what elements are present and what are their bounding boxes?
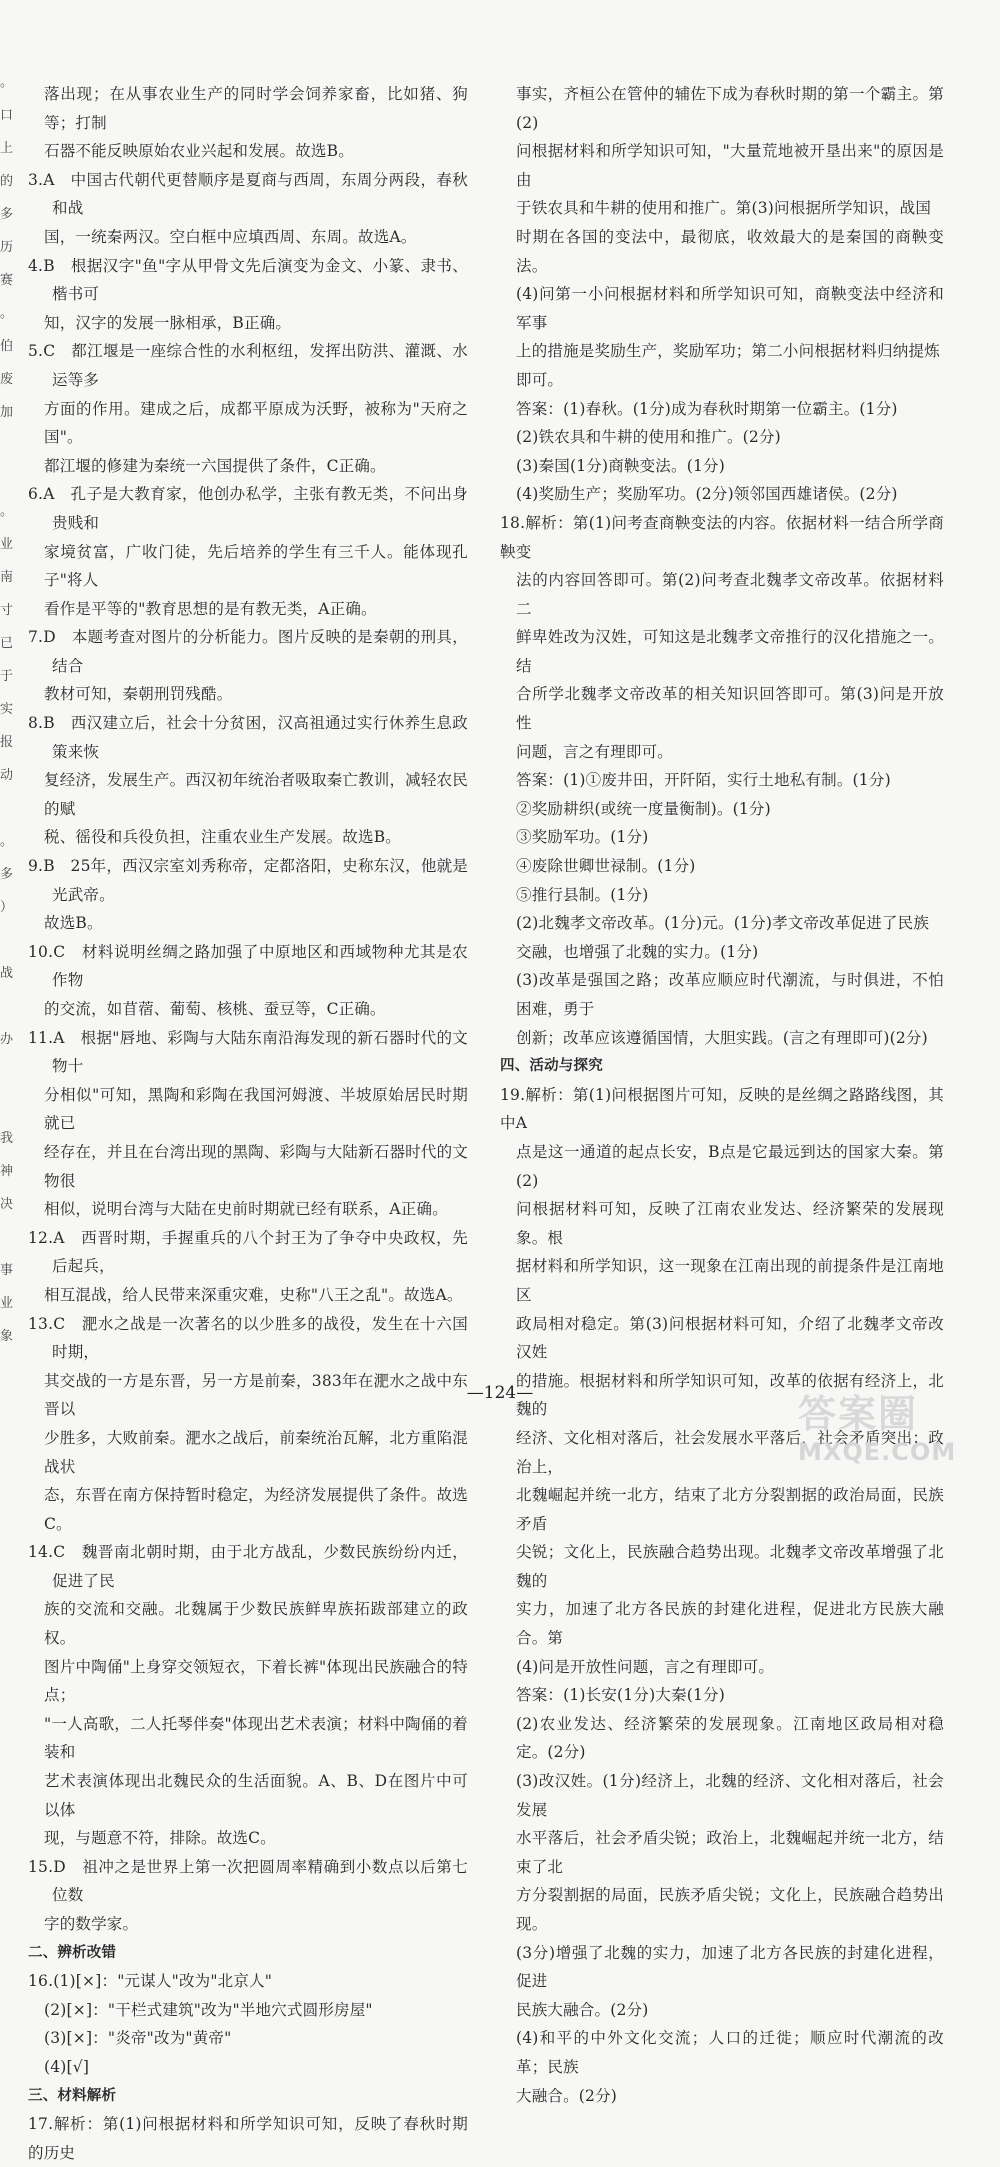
margin-fragment: 南 — [0, 570, 14, 585]
right-column-line: 方分裂割据的局面，民族矛盾尖锐；文化上，民族融合趋势出现。 — [516, 1886, 944, 1933]
left-column-line: 11.A 根据"唇地、彩陶与大陆东南沿海发现的新石器时代的文物十 — [28, 1028, 468, 1076]
binding-margin-fragments — [0, 70, 22, 1357]
right-column-line: ③奖励军功。(1分) — [516, 828, 649, 847]
left-column-line: 分相似"可知，黑陶和彩陶在我国河姆渡、半坡原始居民时期就已 — [44, 1085, 468, 1133]
margin-fragment: 伯 — [0, 339, 14, 354]
left-column-line: 13.C 淝水之战是一次著名的以少胜多的战役，发生在十六国时期， — [28, 1314, 468, 1362]
margin-fragment: 业 — [0, 1296, 14, 1311]
left-column-line: "一人高歌，二人托琴伴奏"体现出艺术表演；材料中陶俑的着装和 — [44, 1714, 468, 1762]
left-column-line: 8.B 西汉建立后，社会十分贫困，汉高祖通过实行休养生息政策来恢 — [28, 714, 468, 761]
right-column-line: 19.解析：第(1)问根据图片可知，反映的是丝绸之路路线图，其中A — [500, 1085, 944, 1133]
margin-fragment: 于 — [0, 669, 14, 684]
left-column-line: 国，一统秦两汉。空白框中应填西周、东周。故选A。 — [44, 227, 417, 246]
margin-fragment: 象 — [0, 1329, 14, 1344]
left-column-line: 现，与题意不符，排除。故选C。 — [44, 1829, 276, 1848]
right-column-line: 答案：(1)①废井田，开阡陌，实行土地私有制。(1分) — [516, 771, 891, 790]
right-column-line: ④废除世卿世禄制。(1分) — [516, 857, 696, 876]
right-column-line: 据材料和所学知识，这一现象在江南出现的前提条件是江南地区 — [516, 1257, 944, 1304]
left-column-line: 6.A 孔子是大教育家，他创办私学，主张有教无类，不问出身贵贱和 — [28, 485, 468, 532]
margin-fragment: 决 — [0, 1197, 14, 1212]
right-column-line: 民族大融合。(2分) — [516, 2000, 649, 2019]
margin-fragment — [0, 796, 22, 829]
margin-fragment: 多 — [0, 207, 14, 222]
right-column-line: (3)改汉姓。(1分)经济上，北魏的经济、文化相对落后，社会发展 — [516, 1772, 944, 1819]
right-column-line: 尖锐；文化上，民族融合趋势出现。北魏孝文帝改革增强了北魏的 — [516, 1543, 944, 1590]
right-column-line: (4)和平的中外文化交流；人口的迁徙；顺应时代潮流的改革；民族 — [516, 2029, 944, 2076]
left-column-line: 7.D 本题考查对图片的分析能力。图片反映的是秦朝的刑具，结合 — [28, 628, 468, 675]
right-column-line: 问根据材料可知，反映了江南农业发达、经济繁荣的发展现象。根 — [516, 1200, 944, 1247]
left-column-line: (4)[√] — [44, 2057, 90, 2076]
left-column-line: 14.C 魏晋南北朝时期，由于北方战乱，少数民族纷纷内迁，促进了民 — [28, 1543, 468, 1590]
margin-fragment: 寸 — [0, 603, 14, 618]
watermark-logo — [798, 1383, 988, 1466]
right-column-line: 即可。 — [516, 370, 564, 389]
margin-fragment: 实 — [0, 702, 14, 717]
right-column-line: (4)问是开放性问题，言之有理即可。 — [516, 1657, 775, 1676]
right-column-line: 上的措施是奖励生产，奖励军功；第二小问根据材料归纳提炼 — [516, 342, 940, 361]
left-column-line: 态，东晋在南方保持暂时稳定，为经济发展提供了条件。故选C。 — [44, 1486, 468, 1533]
margin-fragment: 报 — [0, 735, 14, 750]
left-column-line: 落出现；在从事农业生产的同时学会饲养家畜，比如猪、狗等；打制 — [44, 85, 468, 132]
left-column-line: 4.B 根据汉字"鱼"字从甲骨文先后演变为金文、小篆、隶书、楷书可 — [28, 256, 468, 304]
right-column-line: ⑤推行县制。(1分) — [516, 885, 649, 904]
right-column-line: (4)奖励生产；奖励军功。(2分)领邻国西雄诸侯。(2分) — [516, 485, 898, 504]
margin-fragment: 。 — [0, 75, 14, 90]
right-column-line: (3)秦国(1分)商鞅变法。(1分) — [516, 456, 725, 475]
right-column-line: 时期在各国的变法中，最彻底，收效最大的是秦国的商鞅变法。 — [516, 227, 944, 275]
page-number: —124— — [466, 1383, 534, 1403]
right-column-line: (2)北魏孝文帝改革。(1分)元。(1分)孝文帝改革促进了民族 — [516, 914, 930, 933]
right-column-line: 交融，也增强了北魏的实力。(1分) — [516, 942, 759, 961]
right-column-line: 经济、文化相对落后，社会发展水平落后，社会矛盾突出；政治上， — [516, 1428, 944, 1476]
left-column-line: (2)[×]："干栏式建筑"改为"半地穴式圆形房屋" — [44, 2000, 373, 2019]
margin-fragment — [0, 994, 22, 1027]
margin-fragment: 事 — [0, 1263, 14, 1278]
right-column-line: (2)农业发达、经济繁荣的发展现象。江南地区政局相对稳定。(2分) — [516, 1714, 944, 1762]
right-column-line: 问题，言之有理即可。 — [516, 742, 674, 761]
margin-fragment: 已 — [0, 636, 14, 651]
left-column-line: 经存在，并且在台湾出现的黑陶、彩陶与大陆新石器时代的文物很 — [44, 1142, 468, 1190]
left-column-line: 10.C 材料说明丝绸之路加强了中原地区和西域物种尤其是农作物 — [28, 942, 468, 990]
left-column-line: 16.(1)[×]："元谋人"改为"北京人" — [28, 1972, 273, 1991]
margin-fragment: 赛 — [0, 273, 14, 288]
margin-fragment: 口 — [0, 108, 14, 123]
left-column-line: 复经济，发展生产。西汉初年统治者吸取秦亡教训，减轻农民的赋 — [44, 771, 468, 818]
margin-fragment: 业 — [0, 537, 14, 552]
right-column-line: (3分)增强了北魏的实力，加速了北方各民族的封建化进程，促进 — [516, 1943, 944, 1991]
right-column-line: 水平落后，社会矛盾尖锐；政治上，北魏崛起并统一北方，结束了北 — [516, 1829, 944, 1876]
right-column-line: 18.解析：第(1)问考查商鞅变法的内容。依据材料一结合所学商鞅变 — [500, 513, 944, 561]
margin-fragment: 。 — [0, 834, 14, 849]
right-column-line: 实力，加速了北方各民族的封建化进程，促进北方民族大融合。第 — [516, 1600, 944, 1648]
watermark-en: MXQE.COM — [798, 1438, 957, 1466]
margin-fragment: 加 — [0, 405, 14, 420]
right-column-line: 大融合。(2分) — [516, 2086, 618, 2105]
right-column-line: 法的内容回答即可。第(2)问考查北魏孝文帝改革。依据材料二 — [516, 571, 944, 618]
left-column-line: 族的交流和交融。北魏属于少数民族鲜卑族拓跋部建立的政权。 — [44, 1600, 468, 1648]
left-column-line: 方面的作用。建成之后，成都平原成为沃野，被称为"天府之国"。 — [44, 399, 468, 447]
margin-fragment — [0, 1060, 22, 1093]
right-column-line: (3)改革是强国之路；改革应顺应时代潮流，与时俱进，不怕困难，勇于 — [516, 971, 944, 1018]
margin-fragment — [0, 1093, 22, 1126]
left-column-line: 相互混战，给人民带来深重灾难，史称"八王之乱"。故选A。 — [44, 1285, 463, 1304]
right-column-line: 答案：(1)长安(1分)大秦(1分) — [516, 1686, 725, 1705]
left-column-line: 看作是平等的"教育思想的是有教无类，A正确。 — [44, 599, 377, 618]
left-column-line: 17.解析：第(1)问根据材料和所学知识可知，反映了春秋时期的历史 — [28, 2115, 468, 2162]
margin-fragment: 。 — [0, 504, 14, 519]
right-column-line: 创新；改革应该遵循国情，大胆实践。(言之有理即可)(2分) — [516, 1028, 928, 1047]
left-column-line: 故选B。 — [44, 914, 103, 933]
left-column-line: 知，汉字的发展一脉相承，B正确。 — [44, 313, 292, 332]
margin-fragment: 上 — [0, 141, 14, 156]
right-column-line: 鲜卑姓改为汉姓，可知这是北魏孝文帝推行的汉化措施之一。结 — [516, 628, 944, 675]
left-column-line: 15.D 祖冲之是世界上第一次把圆周率精确到小数点以后第七位数 — [28, 1857, 468, 1905]
left-column-line: 石器不能反映原始农业兴起和发展。故选B。 — [44, 142, 354, 161]
right-column-line: 的措施。根据材料和所学知识可知，改革的依据有经济上，北魏的 — [516, 1371, 944, 1419]
right-column — [500, 80, 944, 2110]
margin-fragment: 的 — [0, 174, 14, 189]
left-column-line: 二、辨析改错 — [28, 1944, 117, 1961]
right-column-line: 合所学北魏孝文帝改革的相关知识回答即可。第(3)问是开放性 — [516, 685, 944, 733]
margin-fragment: ） — [0, 900, 14, 915]
margin-fragment: 历 — [0, 240, 14, 255]
left-column-line: (3)[×]："炎帝"改为"黄帝" — [44, 2029, 232, 2048]
right-column-line: 北魏崛起并统一北方，结束了北方分裂割据的政治局面，民族矛盾 — [516, 1486, 944, 1533]
margin-fragment — [0, 928, 22, 961]
left-column — [28, 80, 468, 2167]
margin-fragment: 办 — [0, 1032, 14, 1047]
left-column-line: 其交战的一方是东晋，另一方是前秦，383年在淝水之战中东晋以 — [44, 1371, 468, 1419]
margin-fragment: 战 — [0, 966, 14, 981]
left-column-line: 5.C 都江堰是一座综合性的水利枢纽，发挥出防洪、灌溉、水运等多 — [28, 342, 468, 389]
margin-fragment: 神 — [0, 1164, 14, 1179]
margin-fragment — [0, 1225, 22, 1258]
left-column-line: 教材可知，秦朝刑罚残酷。 — [44, 685, 233, 704]
right-column-line: (2)铁农具和牛耕的使用和推广。(2分) — [516, 428, 781, 447]
right-column-line: 于铁农具和牛耕的使用和推广。第(3)问根据所学知识，战国 — [516, 199, 932, 218]
left-column-line: 字的数学家。 — [44, 1915, 139, 1933]
left-column-line: 三、材料解析 — [28, 2087, 117, 2104]
left-column-line: 家境贫富，广收门徒，先后培养的学生有三千人。能体现孔子"将人 — [44, 542, 468, 590]
left-column-line: 图片中陶俑"上身穿交领短衣，下着长裤"体现出民族融合的特点； — [44, 1657, 468, 1705]
margin-fragment — [0, 433, 22, 466]
right-column-line: ②奖励耕织(或统一度量衡制)。(1分) — [516, 799, 771, 818]
right-column-line: 四、活动与探究 — [500, 1058, 603, 1075]
right-column-line: 答案：(1)春秋。(1分)成为春秋时期第一位霸主。(1分) — [516, 399, 898, 418]
left-column-line: 12.A 西晋时期，手握重兵的八个封王为了争夺中央政权，先后起兵， — [28, 1228, 468, 1276]
watermark-cn: 答案圈 — [798, 1392, 919, 1436]
margin-fragment — [0, 466, 22, 499]
left-column-line: 9.B 25年，西汉宗室刘秀称帝，定都洛阳，史称东汉，他就是光武帝。 — [28, 857, 468, 904]
left-column-line: 的交流，如苜蓿、葡萄、核桃、蚕豆等，C正确。 — [44, 1000, 386, 1018]
right-column-line: 点是这一通道的起点长安，B点是它最远到达的国家大秦。第(2) — [516, 1142, 944, 1190]
right-column-line: 事实，齐桓公在管仲的辅佐下成为春秋时期的第一个霸主。第(2) — [516, 85, 944, 132]
left-column-line: 税、徭役和兵役负担，注重农业生产发展。故选B。 — [44, 828, 401, 847]
right-column-line: 政局相对稳定。第(3)问根据材料可知，介绍了北魏孝文帝改汉姓 — [516, 1314, 944, 1362]
right-column-line: 问根据材料和所学知识可知，"大量荒地被开垦出来"的原因是由 — [516, 142, 944, 189]
right-column-line: (4)问第一小问根据材料和所学知识可知，商鞅变法中经济和军事 — [516, 285, 944, 332]
left-column-line: 都江堰的修建为秦统一六国提供了条件，C正确。 — [44, 456, 386, 475]
margin-fragment: 动 — [0, 768, 14, 783]
left-column-line: 3.A 中国古代朝代更替顺序是夏商与西周，东周分两段，春秋和战 — [28, 170, 468, 218]
margin-fragment: 。 — [0, 306, 14, 321]
margin-fragment: 多 — [0, 867, 14, 882]
left-column-line: 少胜多，大败前秦。淝水之战后，前秦统治瓦解，北方重陷混战状 — [44, 1428, 468, 1476]
left-column-line: 相似，说明台湾与大陆在史前时期就已经有联系，A正确。 — [44, 1200, 448, 1219]
left-column-line: 艺术表演体现出北魏民众的生活面貌。A、B、D在图片中可以体 — [44, 1772, 468, 1819]
margin-fragment: 废 — [0, 372, 14, 387]
margin-fragment: 我 — [0, 1131, 14, 1146]
